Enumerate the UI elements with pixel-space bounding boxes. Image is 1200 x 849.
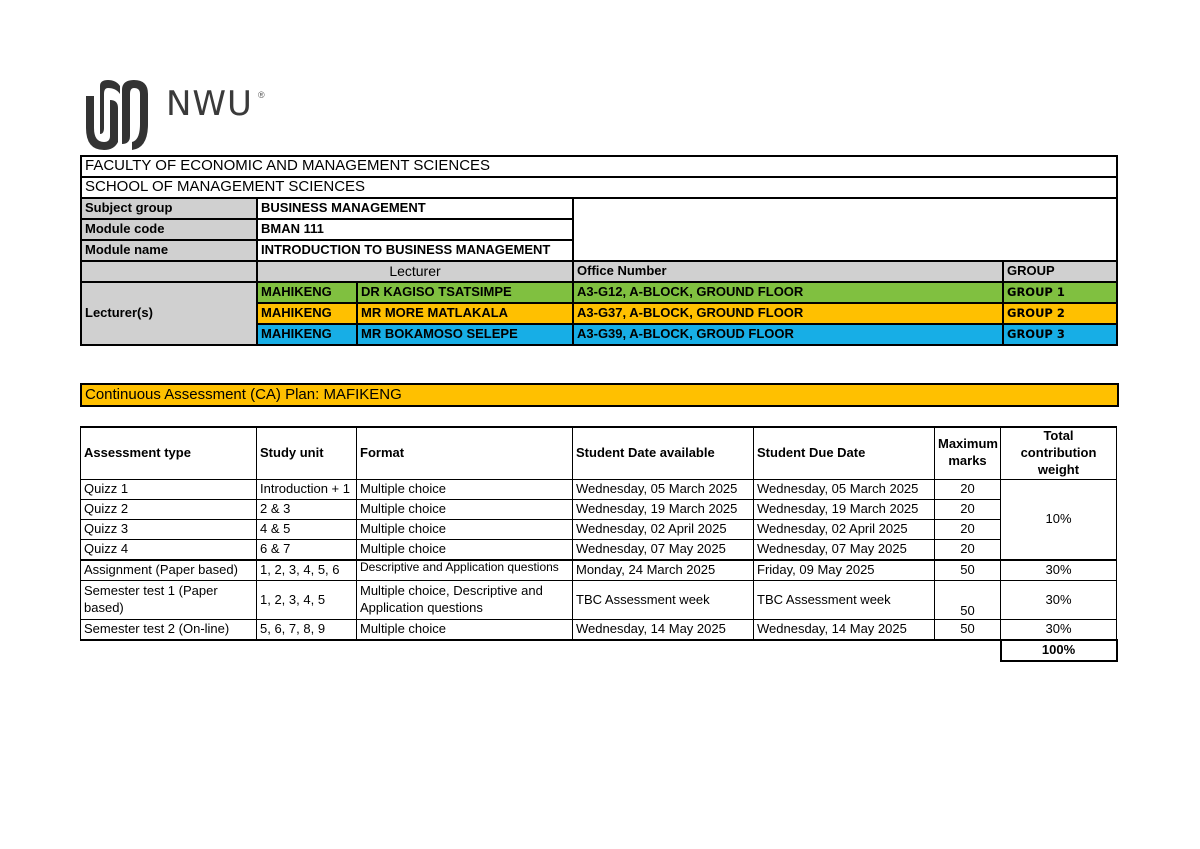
logo-text: NWU xyxy=(166,84,253,124)
lecturer-office: A3-G39, A-BLOCK, GROUD FLOOR xyxy=(573,324,1003,345)
school-row xyxy=(81,177,1117,198)
lecturers-label: Lecturer(s) xyxy=(81,282,257,345)
module-name-value: INTRODUCTION TO BUSINESS MANAGEMENT xyxy=(257,240,573,261)
faculty-title: FACULTY OF ECONOMIC AND MANAGEMENT SCIENCES xyxy=(81,156,1117,177)
lecturer-group: GROUP 2 xyxy=(1003,303,1117,324)
cell-due: Wednesday, 02 April 2025 xyxy=(754,519,935,539)
lecturer-group: GROUP 3 xyxy=(1003,324,1117,345)
module-code-label: Module code xyxy=(81,219,257,240)
blank-cell xyxy=(573,198,1117,261)
cell-max: 50 xyxy=(935,580,1001,619)
table-row xyxy=(81,479,1117,499)
lecturer-col-header: Lecturer xyxy=(257,261,573,282)
cell-available: Monday, 24 March 2025 xyxy=(573,560,754,581)
cell-unit: 2 & 3 xyxy=(257,499,357,519)
cell-available: Wednesday, 07 May 2025 xyxy=(573,539,754,560)
module-name-label: Module name xyxy=(81,240,257,261)
faculty-row xyxy=(81,156,1117,177)
cell-unit: Introduction + 1 xyxy=(257,479,357,499)
cell-unit: 6 & 7 xyxy=(257,539,357,560)
col-due-date: Student Due Date xyxy=(754,427,935,479)
cell-type: Quizz 2 xyxy=(81,499,257,519)
cell-unit: 1, 2, 3, 4, 5, 6 xyxy=(257,560,357,581)
cell-unit: 5, 6, 7, 8, 9 xyxy=(257,619,357,640)
school-title: SCHOOL OF MANAGEMENT SCIENCES xyxy=(81,177,1117,198)
cell-available: Wednesday, 05 March 2025 xyxy=(573,479,754,499)
col-weight: Total contribution weight xyxy=(1001,427,1117,479)
col-format: Format xyxy=(357,427,573,479)
cell-format: Multiple choice xyxy=(357,519,573,539)
cell-format: Multiple choice xyxy=(357,539,573,560)
table-row xyxy=(81,519,1117,539)
cell-max: 50 xyxy=(935,560,1001,581)
cell-type: Semester test 1 (Paper based) xyxy=(81,580,257,619)
cell-weight: 30% xyxy=(1001,560,1117,581)
lecturer-campus: MAHIKENG xyxy=(257,303,357,324)
cell-available: Wednesday, 19 March 2025 xyxy=(573,499,754,519)
empty-gray-cell xyxy=(81,261,257,282)
lecturer-name: DR KAGISO TSATSIMPE xyxy=(357,282,573,303)
assessment-header-row xyxy=(81,427,1117,479)
table-row xyxy=(81,560,1117,581)
table-row xyxy=(81,619,1117,640)
nwu-emblem-icon xyxy=(82,78,160,154)
registered-mark: ® xyxy=(258,90,265,100)
cell-weight: 30% xyxy=(1001,580,1117,619)
cell-due: Wednesday, 05 March 2025 xyxy=(754,479,935,499)
nwu-logo xyxy=(82,78,282,154)
subject-group-value: BUSINESS MANAGEMENT xyxy=(257,198,573,219)
cell-format: Multiple choice xyxy=(357,499,573,519)
cell-unit: 4 & 5 xyxy=(257,519,357,539)
cell-max: 20 xyxy=(935,519,1001,539)
module-code-value: BMAN 111 xyxy=(257,219,573,240)
cell-format: Multiple choice xyxy=(357,479,573,499)
cell-type: Quizz 4 xyxy=(81,539,257,560)
cell-type: Assignment (Paper based) xyxy=(81,560,257,581)
col-assessment-type: Assessment type xyxy=(81,427,257,479)
table-row xyxy=(81,499,1117,519)
cell-type: Quizz 1 xyxy=(81,479,257,499)
cell-format: Multiple choice xyxy=(357,619,573,640)
quiz-weight-cell: 10% xyxy=(1001,479,1117,560)
office-col-header: Office Number xyxy=(573,261,1003,282)
group-col-header: GROUP xyxy=(1003,261,1117,282)
table-row xyxy=(81,580,1117,619)
cell-type: Semester test 2 (On-line) xyxy=(81,619,257,640)
total-weight: 100% xyxy=(1001,640,1117,661)
lecturer-name: MR MORE MATLAKALA xyxy=(357,303,573,324)
total-row xyxy=(81,640,1117,661)
cell-unit: 1, 2, 3, 4, 5 xyxy=(257,580,357,619)
col-study-unit: Study unit xyxy=(257,427,357,479)
cell-type: Quizz 3 xyxy=(81,519,257,539)
col-max-marks: Maximum marks xyxy=(935,427,1001,479)
cell-max: 20 xyxy=(935,499,1001,519)
cell-max: 20 xyxy=(935,539,1001,560)
cell-weight: 30% xyxy=(1001,619,1117,640)
cell-format: Descriptive and Application questions xyxy=(357,560,573,581)
cell-available: TBC Assessment week xyxy=(573,580,754,619)
lecturer-campus: MAHIKENG xyxy=(257,324,357,345)
cell-available: Wednesday, 14 May 2025 xyxy=(573,619,754,640)
cell-max: 50 xyxy=(935,619,1001,640)
cell-due: TBC Assessment week xyxy=(754,580,935,619)
subject-group-label: Subject group xyxy=(81,198,257,219)
table-row xyxy=(81,539,1117,560)
module-info-table xyxy=(80,155,1118,346)
lecturer-office: A3-G12, A-BLOCK, GROUND FLOOR xyxy=(573,282,1003,303)
cell-format: Multiple choice, Descriptive and Application questions xyxy=(357,580,573,619)
lecturer-office: A3-G37, A-BLOCK, GROUND FLOOR xyxy=(573,303,1003,324)
assessment-table xyxy=(80,426,1118,662)
cell-due: Friday, 09 May 2025 xyxy=(754,560,935,581)
ca-plan-title: Continuous Assessment (CA) Plan: MAFIKENG xyxy=(80,383,1119,407)
lecturer-group: GROUP 1 xyxy=(1003,282,1117,303)
col-date-available: Student Date available xyxy=(573,427,754,479)
lecturer-name: MR BOKAMOSO SELEPE xyxy=(357,324,573,345)
cell-max: 20 xyxy=(935,479,1001,499)
cell-due: Wednesday, 19 March 2025 xyxy=(754,499,935,519)
lecturer-campus: MAHIKENG xyxy=(257,282,357,303)
cell-available: Wednesday, 02 April 2025 xyxy=(573,519,754,539)
cell-due: Wednesday, 07 May 2025 xyxy=(754,539,935,560)
cell-due: Wednesday, 14 May 2025 xyxy=(754,619,935,640)
